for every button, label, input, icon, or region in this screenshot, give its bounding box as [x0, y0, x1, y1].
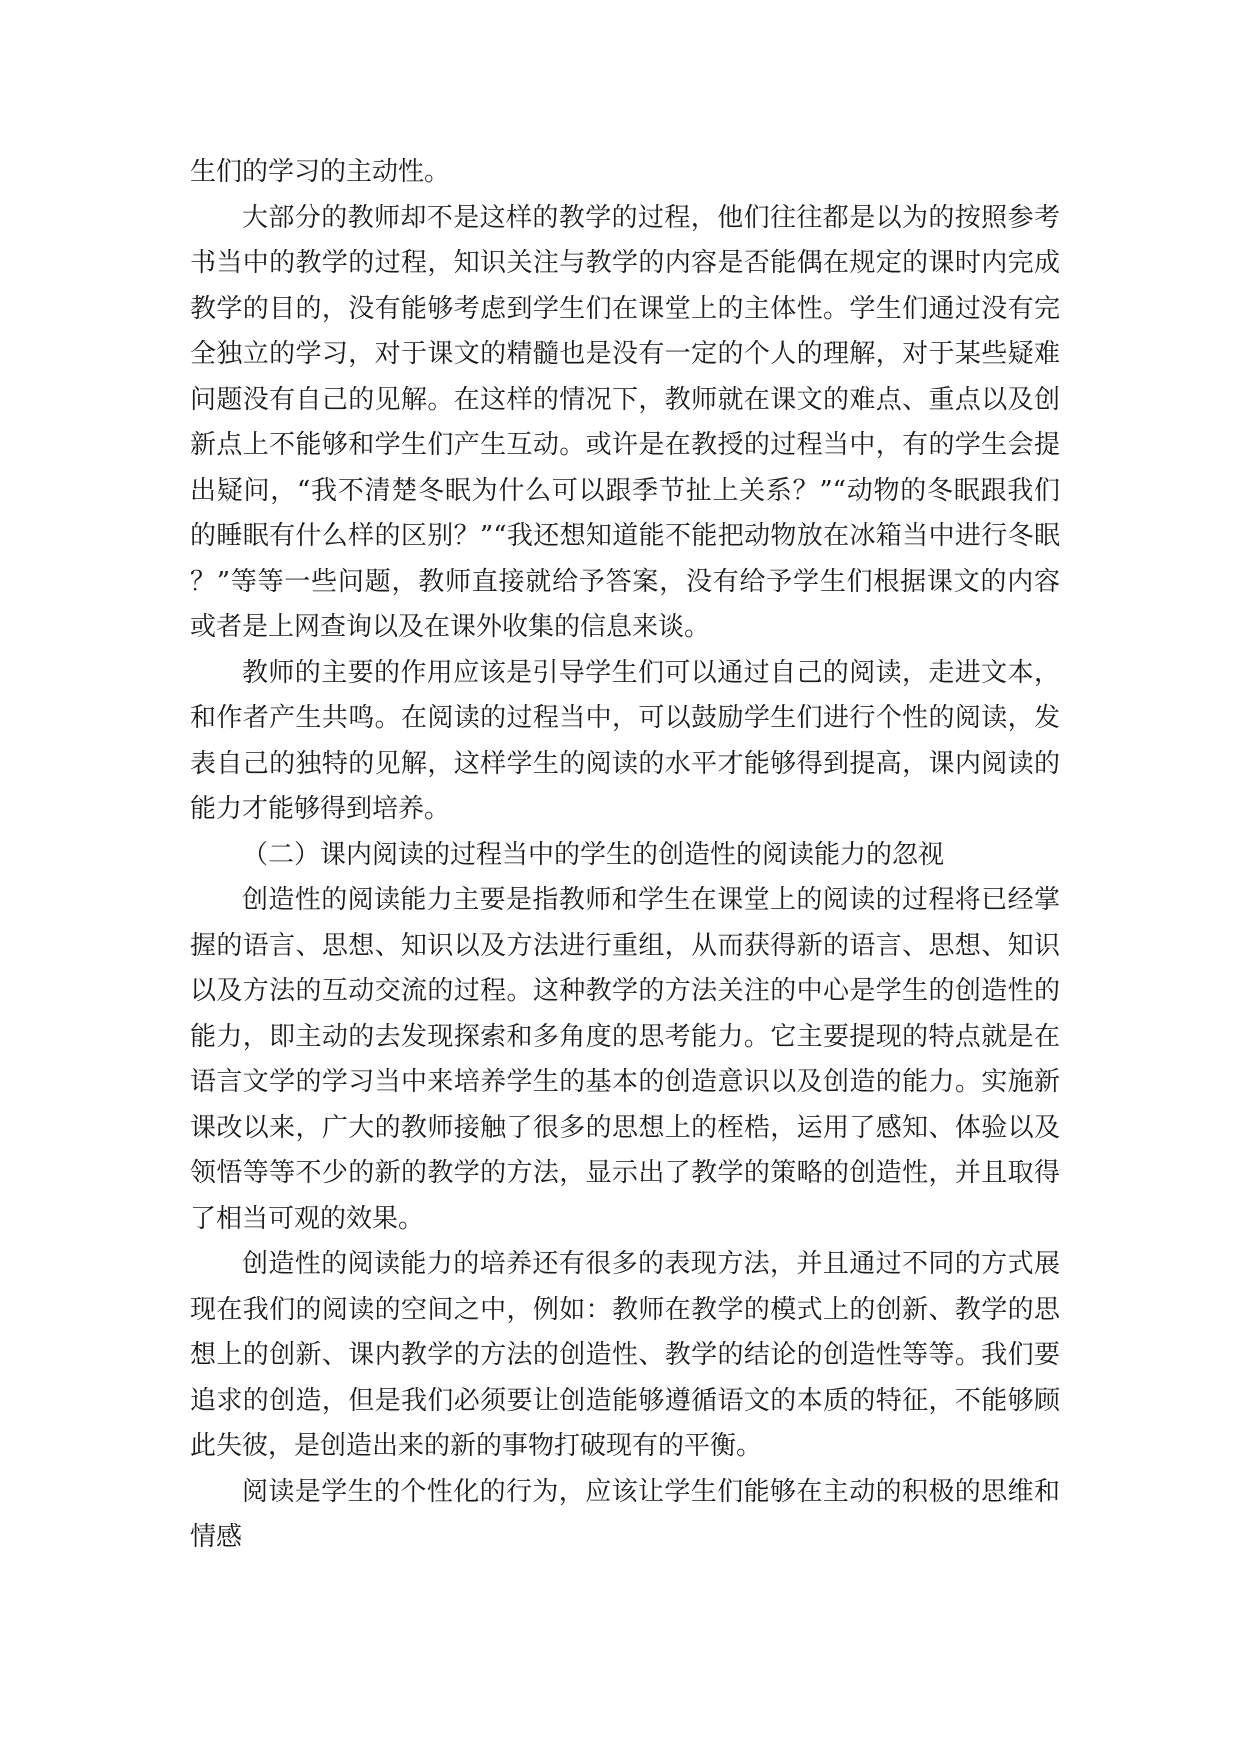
paragraph-continuation: 生们的学习的主动性。 [190, 157, 451, 187]
section-heading: （二）课内阅读的过程当中的学生的创造性的阅读能力的忽视 [242, 839, 945, 870]
paragraph: 创造性的阅读能力的培养还有很多的表现方法，并且通过不同的方式展现在我们的阅读的空间之中，例如：教师在教学的模式上的创新、教学的思想上的创新、课内教学的方法的创造性、教学的结论的创造性等等。我们要追求的创造，但是我们必须要让创造能够遵循语文的本质的特征，不能够顾此失彼，是创造出来的新的事物打破现有的平衡。 [190, 1249, 1060, 1461]
paragraph: 阅读是学生的个性化的行为，应该让学生们能够在主动的积极的思维和情感 [190, 1476, 1060, 1552]
paragraph: 教师的主要的作用应该是引导学生们可以通过自己的阅读，走进文本，和作者产生共鸣。在阅读的过程当中，可以鼓励学生们进行个性的阅读，发表自己的独特的见解，这样学生的阅读的水平才能够得到提高，课内阅读的能力才能够得到培养。 [190, 657, 1060, 824]
paragraph: 创造性的阅读能力主要是指教师和学生在课堂上的阅读的过程将已经掌握的语言、思想、知识以及方法进行重组，从而获得新的语言、思想、知识以及方法的互动交流的过程。这种教学的方法关注的中心是学生的创造性的能力，即主动的去发现探索和多角度的思考能力。它主要提现的特点就是在语言文学的学习当中来培养学生的基本的创造意识以及创造的能力。实施新课改以来，广大的教师接触了很多的思想上的桎梏，运用了感知、体验以及领悟等等不少的新的教学的方法，显示出了教学的策略的创造性，并且取得了相当可观的效果。 [190, 885, 1060, 1234]
document-body [190, 150, 1060, 1561]
paragraph: 大部分的教师却不是这样的教学的过程，他们往往都是以为的按照参考书当中的教学的过程，知识关注与教学的内容是否能偶在规定的课时内完成教学的目的，没有能够考虑到学生们在课堂上的主体性。学生们通过没有完全独立的学习，对于课文的精髓也是没有一定的个人的理解，对于某些疑难问题没有自己的见解。在这样的情况下，教师就在课文的难点、重点以及创新点上不能够和学生们产生互动。或许是在教授的过程当中，有的学生会提出疑问，“我不清楚冬眠为什么可以跟季节扯上关系？”“动物的冬眠跟我们的睡眠有什么样的区别？”“我还想知道能不能把动物放在冰箱当中进行冬眠？”等等一些问题，教师直接就给予答案，没有给予学生们根据课文的内容或者是上网查询以及在课外收集的信息来谈。 [190, 202, 1060, 642]
